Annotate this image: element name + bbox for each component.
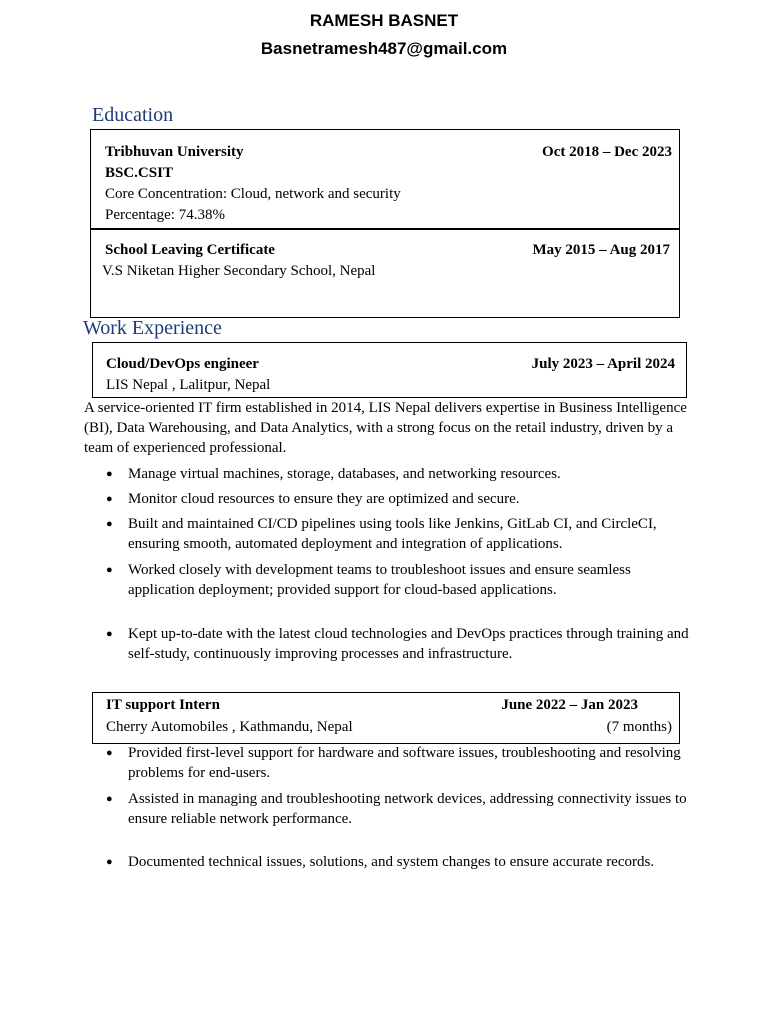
company-description: A service-oriented IT firm established in 2014, LIS Nepal delivers expertise in Business Intelligence (BI), Data Warehousing, and Data Analytics, with a strong focus on the retail industry, driven by a team of experienced professional. bbox=[84, 400, 687, 456]
university-name: Tribhuvan University bbox=[105, 144, 244, 160]
slc-dates: May 2015 – Aug 2017 bbox=[532, 242, 670, 258]
university-dates: Oct 2018 – Dec 2023 bbox=[542, 144, 672, 160]
list-item: ● Assisted in managing and troubleshooting network devices, addressing connectivity issues to ensure reliable network performance. bbox=[85, 789, 695, 829]
list-item: ● Monitor cloud resources to ensure they are optimized and secure. bbox=[85, 489, 695, 509]
candidate-name: RAMESH BASNET bbox=[309, 11, 459, 30]
percentage: Percentage: 74.38% bbox=[105, 207, 225, 223]
list-item: ● Manage virtual machines, storage, databases, and networking resources. bbox=[85, 464, 695, 484]
candidate-email: Basnetramesh487@gmail.com bbox=[260, 39, 508, 58]
job-dates: June 2022 – Jan 2023 bbox=[501, 697, 638, 713]
slc-title: School Leaving Certificate bbox=[105, 242, 275, 258]
intern-responsibilities bbox=[85, 743, 695, 872]
job-company: Cherry Automobiles , Kathmandu, Nepal bbox=[106, 719, 353, 735]
devops-responsibilities bbox=[85, 464, 695, 664]
job-dates: July 2023 – April 2024 bbox=[531, 356, 675, 372]
education-heading: Education bbox=[92, 104, 174, 126]
job-company: LIS Nepal , Lalitpur, Nepal bbox=[106, 377, 271, 393]
slc-school: V.S Niketan Higher Secondary School, Nepal bbox=[102, 263, 376, 279]
degree-name: BSC.CSIT bbox=[105, 165, 173, 181]
list-item: ● Kept up-to-date with the latest cloud technologies and DevOps practices through training and self-study, continuously improving processes and infrastructure. bbox=[85, 624, 695, 664]
list-item: ● Provided first-level support for hardware and software issues, troubleshooting and resolving problems for end-users. bbox=[85, 743, 695, 783]
list-item: ● Built and maintained CI/CD pipelines using tools like Jenkins, GitLab CI, and CircleCI, ensuring smooth, automated deployment and integration of applications. bbox=[85, 514, 695, 554]
job-title: Cloud/DevOps engineer bbox=[106, 356, 259, 372]
work-experience-heading: Work Experience bbox=[83, 317, 222, 339]
list-item: ● Documented technical issues, solutions, and system changes to ensure accurate records. bbox=[85, 852, 695, 872]
job-title: IT support Intern bbox=[106, 697, 220, 713]
list-item: ● Worked closely with development teams to troubleshoot issues and ensure seamless application deployment; provided support for cloud-based applications. bbox=[85, 560, 695, 600]
core-concentration: Core Concentration: Cloud, network and security bbox=[105, 186, 401, 202]
job-duration: (7 months) bbox=[606, 719, 672, 735]
